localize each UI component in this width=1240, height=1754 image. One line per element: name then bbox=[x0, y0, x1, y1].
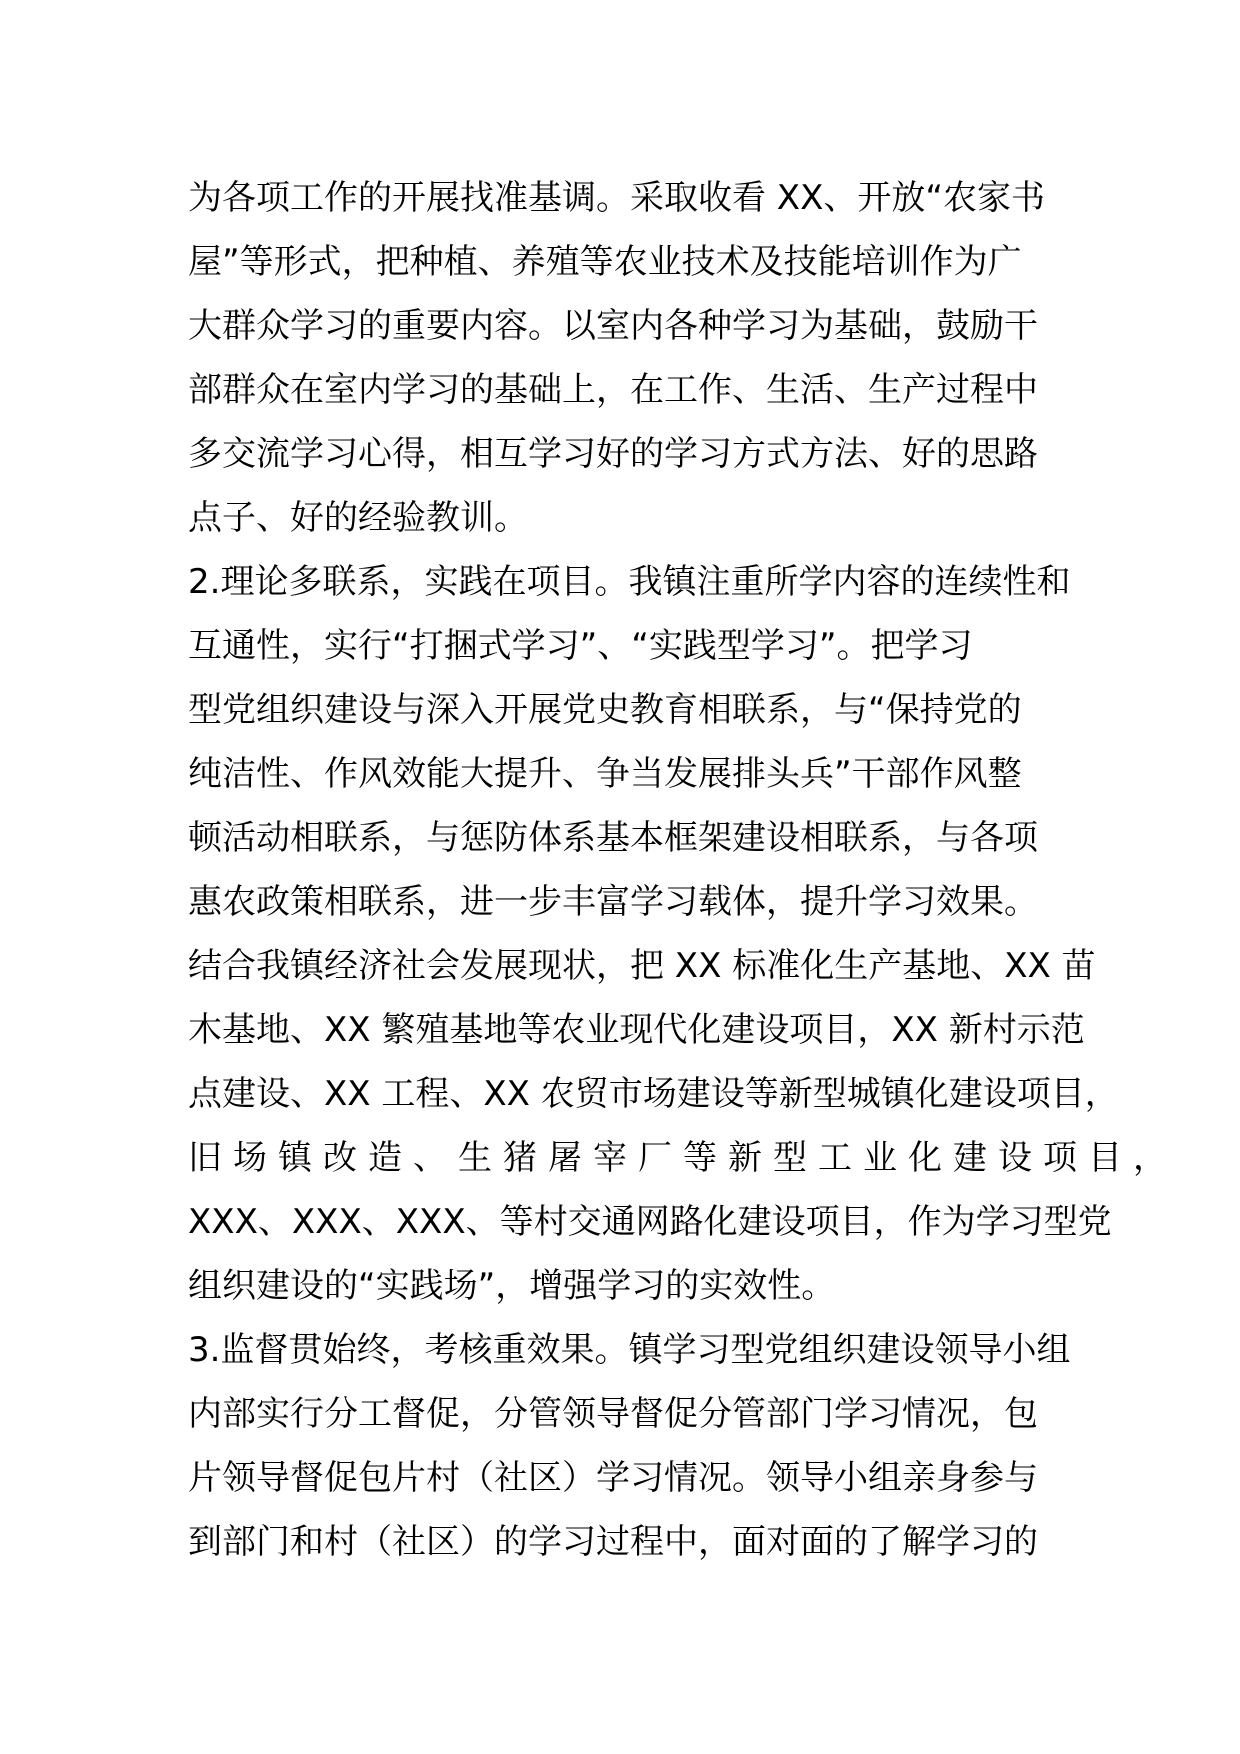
text-line: 大群众学习的重要内容。以室内各种学习为基础，鼓励干 bbox=[188, 306, 1038, 346]
text-line: 顿活动相联系，与惩防体系基本框架建设相联系，与各项 bbox=[188, 818, 1038, 858]
text-line: 2.理论多联系，实践在项目。我镇注重所学内容的连续性和 bbox=[188, 562, 1071, 602]
text-line: 到部门和村（社区）的学习过程中，面对面的了解学习的 bbox=[188, 1522, 1038, 1562]
text-line: 旧场镇改造、生猪屠宰厂等新型工业化建设项目， bbox=[188, 1138, 1178, 1178]
text-line: 组织建设的“实践场”，增强学习的实效性。 bbox=[188, 1266, 836, 1306]
text-line: 木基地、XX 繁殖基地等农业现代化建设项目，XX 新村示范 bbox=[188, 1010, 1085, 1050]
text-line: 结合我镇经济社会发展现状，把 XX 标准化生产基地、XX 苗 bbox=[188, 946, 1096, 986]
text-line: 3.监督贯始终，考核重效果。镇学习型党组织建设领导小组 bbox=[188, 1330, 1071, 1370]
body-text bbox=[188, 166, 1178, 1574]
text-line: 互通性，实行“打捆式学习”、“实践型学习”。把学习 bbox=[188, 626, 973, 666]
text-line: 纯洁性、作风效能大提升、争当发展排头兵”干部作风整 bbox=[188, 754, 1022, 794]
text-line: 片领导督促包片村（社区）学习情况。领导小组亲身参与 bbox=[188, 1458, 1038, 1498]
text-line: 内部实行分工督促，分管领导督促分管部门学习情况，包 bbox=[188, 1394, 1038, 1434]
text-line: 型党组织建设与深入开展党史教育相联系，与“保持党的 bbox=[188, 690, 1022, 730]
text-line: 多交流学习心得，相互学习好的学习方式方法、好的思路 bbox=[188, 434, 1038, 474]
text-line: 为各项工作的开展找准基调。采取收看 XX、开放“农家书 bbox=[188, 178, 1046, 218]
text-line: XXX、XXX、XXX、等村交通网路化建设项目，作为学习型党 bbox=[188, 1202, 1112, 1242]
text-line: 屋”等形式，把种植、养殖等农业技术及技能培训作为广 bbox=[188, 242, 1022, 282]
text-line: 点建设、XX 工程、XX 农贸市场建设等新型城镇化建设项目， bbox=[188, 1074, 1119, 1114]
text-line: 点子、好的经验教训。 bbox=[188, 498, 528, 538]
text-line: 部群众在室内学习的基础上，在工作、生活、生产过程中 bbox=[188, 370, 1038, 410]
text-line: 惠农政策相联系，进一步丰富学习载体，提升学习效果。 bbox=[188, 882, 1038, 922]
